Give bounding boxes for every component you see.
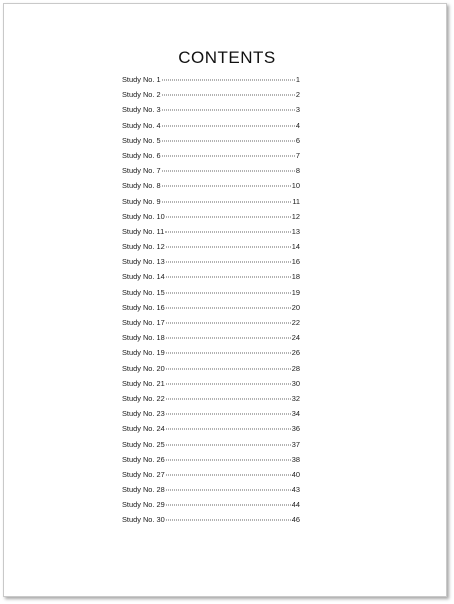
toc-entry-page-number: 4 (295, 120, 300, 130)
toc-entry[interactable] (122, 500, 300, 515)
toc-entry-page-number: 16 (291, 257, 300, 267)
toc-entry-label: Study No. 5 (122, 135, 161, 145)
toc-entry-label: Study No. 14 (122, 272, 165, 282)
toc-entry-label: Study No. 22 (122, 393, 165, 403)
toc-entry[interactable] (122, 409, 300, 424)
toc-entry-page-number: 28 (291, 363, 300, 373)
dot-leader (162, 80, 295, 81)
toc-entry-page-number: 6 (295, 135, 300, 145)
toc-entry-page-number: 30 (291, 378, 300, 388)
toc-entry-label: Study No. 19 (122, 348, 165, 358)
toc-entry-label: Study No. 2 (122, 90, 161, 100)
toc-entry-page-number: 19 (291, 287, 300, 297)
dot-leader (162, 201, 292, 202)
toc-entry-label: Study No. 4 (122, 120, 161, 130)
toc-entry-label: Study No. 6 (122, 150, 161, 160)
toc-entry-page-number: 13 (291, 226, 300, 236)
toc-entry-page-number: 3 (295, 105, 300, 115)
toc-entry-label: Study No. 7 (122, 166, 161, 176)
toc-entry-label: Study No. 20 (122, 363, 165, 373)
dot-leader (166, 429, 291, 430)
toc-entry[interactable] (122, 227, 300, 242)
toc-entry[interactable] (122, 485, 300, 500)
dot-leader (166, 474, 291, 475)
toc-entry[interactable] (122, 455, 300, 470)
toc-entry[interactable] (122, 197, 300, 212)
toc-entry-page-number: 26 (291, 348, 300, 358)
toc-entry-label: Study No. 11 (122, 226, 165, 236)
dot-leader (166, 262, 291, 263)
toc-entry-page-number: 46 (291, 515, 300, 525)
toc-entry-label: Study No. 28 (122, 485, 165, 495)
toc-entry-page-number: 44 (291, 500, 300, 510)
toc-entry-label: Study No. 1 (122, 75, 161, 84)
toc-entry[interactable] (122, 364, 300, 379)
toc-entry-page-number: 8 (295, 166, 300, 176)
dot-leader (166, 353, 291, 354)
toc-entry-page-number: 1 (295, 75, 300, 84)
toc-entry[interactable] (122, 90, 300, 105)
dot-leader (166, 520, 291, 521)
toc-entry[interactable] (122, 288, 300, 303)
toc-entry-page-number: 32 (291, 393, 300, 403)
toc-entry-label: Study No. 18 (122, 333, 165, 343)
toc-entry-label: Study No. 9 (122, 196, 161, 206)
toc-entry[interactable] (122, 75, 300, 90)
toc-entry-page-number: 11 (292, 196, 300, 206)
toc-entry[interactable] (122, 272, 300, 287)
toc-entry-page-number: 37 (291, 439, 300, 449)
dot-leader (166, 383, 291, 384)
toc-entry-page-number: 12 (291, 211, 300, 221)
toc-entry[interactable] (122, 348, 300, 363)
toc-entry-page-number: 38 (291, 454, 300, 464)
toc-entry[interactable] (122, 121, 300, 136)
toc-entry-page-number: 14 (291, 242, 300, 252)
toc-entry[interactable] (122, 105, 300, 120)
toc-entry-label: Study No. 3 (122, 105, 161, 115)
dot-leader (162, 95, 295, 96)
toc-entry-page-number: 10 (291, 181, 300, 191)
toc-entry-page-number: 24 (291, 333, 300, 343)
toc-entry-label: Study No. 27 (122, 469, 165, 479)
toc-entry-label: Study No. 21 (122, 378, 165, 388)
toc-entry-page-number: 7 (295, 150, 300, 160)
toc-entry[interactable] (122, 470, 300, 485)
dot-leader (166, 338, 291, 339)
dot-leader (166, 490, 291, 491)
toc-entry-page-number: 18 (291, 272, 300, 282)
toc-entry-page-number: 22 (291, 318, 300, 327)
toc-entry[interactable] (122, 181, 300, 196)
dot-leader (166, 459, 291, 460)
page-title: CONTENTS (178, 48, 276, 67)
toc-entry-label: Study No. 10 (122, 211, 165, 221)
dot-leader (162, 125, 295, 126)
toc-entry-page-number: 20 (291, 302, 300, 312)
dot-leader (166, 292, 291, 293)
toc-entry-label: Study No. 25 (122, 439, 165, 449)
toc-entry-label: Study No. 30 (122, 515, 165, 525)
dot-leader (166, 368, 291, 369)
dot-leader (162, 155, 295, 156)
toc-entry[interactable] (122, 515, 300, 530)
dot-leader (166, 398, 291, 399)
toc-entry[interactable] (122, 136, 300, 151)
toc-entry[interactable] (122, 303, 300, 318)
dot-leader (166, 277, 291, 278)
dot-leader (166, 414, 291, 415)
toc-entry-page-number: 34 (291, 409, 300, 419)
dot-leader (166, 323, 291, 324)
dot-leader (162, 110, 295, 111)
dot-leader (166, 216, 291, 217)
toc-entry-label: Study No. 15 (122, 287, 165, 297)
dot-leader (165, 231, 291, 232)
toc-entry[interactable] (122, 212, 300, 227)
toc-entry[interactable] (122, 166, 300, 181)
toc-entry[interactable] (122, 257, 300, 272)
toc-entry[interactable] (122, 318, 300, 333)
toc-entry-label: Study No. 17 (122, 318, 165, 327)
toc-entry-page-number: 40 (291, 469, 300, 479)
toc-entry-label: Study No. 12 (122, 242, 165, 252)
toc-entry-label: Study No. 8 (122, 181, 161, 191)
toc-entry-page-number: 2 (295, 90, 300, 100)
table-of-contents (122, 75, 300, 531)
toc-entry[interactable] (122, 379, 300, 394)
toc-entry[interactable] (122, 440, 300, 455)
toc-entry[interactable] (122, 242, 300, 257)
toc-entry-label: Study No. 24 (122, 424, 165, 434)
dot-leader (166, 247, 291, 248)
toc-entry-label: Study No. 16 (122, 302, 165, 312)
toc-entry-label: Study No. 29 (122, 500, 165, 510)
toc-entry[interactable] (122, 333, 300, 348)
toc-entry[interactable] (122, 151, 300, 166)
toc-entry[interactable] (122, 394, 300, 409)
toc-entry-label: Study No. 13 (122, 257, 165, 267)
toc-entry-page-number: 43 (291, 485, 300, 495)
toc-entry-label: Study No. 23 (122, 409, 165, 419)
dot-leader (166, 444, 291, 445)
dot-leader (162, 171, 295, 172)
dot-leader (162, 140, 295, 141)
dot-leader (166, 505, 291, 506)
toc-entry[interactable] (122, 424, 300, 439)
dot-leader (166, 307, 291, 308)
toc-entry-page-number: 36 (291, 424, 300, 434)
toc-entry-label: Study No. 26 (122, 454, 165, 464)
dot-leader (162, 186, 291, 187)
